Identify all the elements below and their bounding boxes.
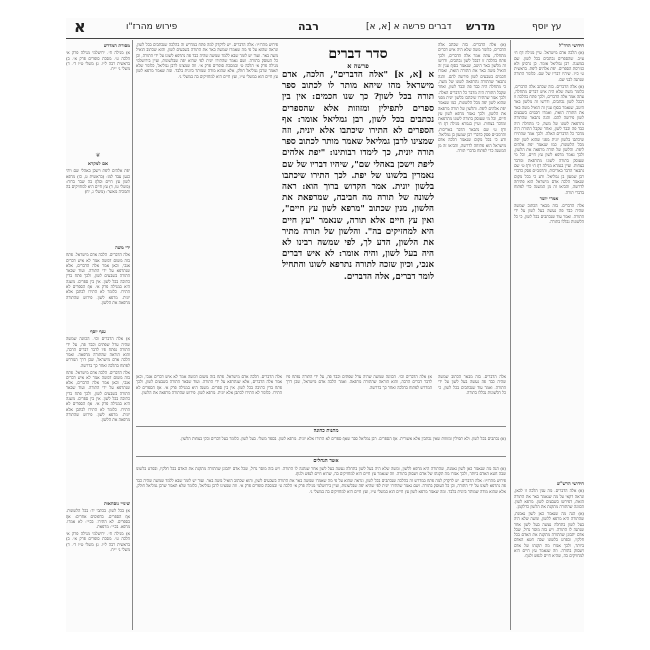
shinuyei-title: שינויי נוסחאות <box>103 502 130 507</box>
lower-right-commentary <box>438 374 506 424</box>
rashash-column <box>514 480 584 630</box>
yedei-moshe-text: אלה הדברים. הלכה אדם מישראל. פתח בזה משום דמשה אמר לא איש דברים אנכי, וכאן אמר אלה הדברים, אלא שנתרפא על ידי התורה. ועוד שבאר התורה בשבעים לשון, ולכך פתח בדין כתיבה בכל לשון. אין בין ספרים. משנה היא במגילה פרק א'. אף הספרים לא התירו. כלומר לא התירו לכתבן אלא יונית. מרפא לשון. פירוש שהתורה מרפאה את הלשון. <box>66 252 130 305</box>
continuation-text: א) אלה הדברים וכו'. הכוונה שמשה שהיה ערל שפתים וכבד פה, על ידי התורה נפתח פיו לדבר דברים הרבה, והוא הוראה שהתורה מרפאה. ואמר הלכה אדם מישראל, שכן דרך המדרש לפתוח בהלכה ואחר כך בדרשה. <box>286 374 432 390</box>
ashed-text-continued: פירוש מהרז"ו: אלה הדברים. יש לדקדק למה פתח במדרש זה בהלכה שנכתבים בכל לשון, ונראה שהוא על פי מה שאמרו שמשה באר את התורה בשבעים לשון, והוא שכתוב הואיל משה באר. ועוד יש לומר שבא ללמד שמשה שהיה כבד פה נתרפא לשונו על ידי התורה, וכן כל העוסק בתורה. ושם נאמר שהתירו יונית לפי שהיא יפה שבלשונות, ועיין בירושלמי מגילה פרק א' הלכה ט' ובמסכת סופרים פרק א'. וזה שמצינו לרבן גמליאל, כלומר שלא תאמר שרבן גמליאל חולק, אלא שהוא מודה שמותר ביונית בלבד. ומה שאמר מרפא לשון עץ חיים הוא במשלי ט"ו, ועץ חיים היא למחזיקים בה במשלי ג'. <box>136 478 506 494</box>
midrash-continuation <box>286 374 432 424</box>
lower-left-commentary <box>136 374 282 424</box>
ashed-text: (א) הנה מה שנאמר כאן לשון נאמנת, שהתורה היא מרפא ללשון, ומשה שלא היה בעל לשון בתחלה נעשה בעל לשון אחר שנתנה לו התורה. ויש בזה מוסר גדול, שכל אדם יתבונן שהתורה מתקנת את האדם בכל חלקיו, ובפרט בלשונו שבה חטא האדם ביותר, ולכך אמרו מה תקנתו של אדם ויעסוק בתורה. וזה שנאמר עץ חיים היא למחזיקים בה, שהיא חיים לנפש ולגוף. <box>136 466 506 477</box>
matnot-kehuna-commentary <box>136 436 506 454</box>
portion-title: דברים פרשה א [א, א] <box>366 22 452 32</box>
shinuyei-text: א) בכל לשון. בכתבי יד: בכל הלשונות. אף הספרים. בדפוסים אחרים: אף בספרים. לא התירו. בכ"י: לא אמרו. מרפא. בכ"י: מרפאת. <box>66 508 130 530</box>
main-midrash-text: א [א, א] "אלה הדברים", הלכה, אדם מישראל מהו שיהא מותר לו לכתוב ספר תורה בכל לשון? כך שנו חכמים: אין בין ספרים לתפילין ומזוזות אלא שהספרים נכתבים בכל לשון, רבן גמליאל אומר: אף הספרים לא התירו שיכתבו אלא יונית, וזה שמצינו לרבן גמליאל שאמר מותר לכתוב ספר תורה יונית, כך לימדו רבותינו: "יפת אלהים ליפת וישכן באהלי שם", שיהיו דבריו של שם נאמרין בלשונו של יפת. לכך התירו שיכתבו בלשון יונית. אמר הקדוש ברוך הוא: ראה לשונה של תורה מה חביבה, שמרפאת את הלשון, מנין שכתוב "מרפא לשון עץ חיים", ואין עץ חיים אלא תורה, שנאמר "עץ חיים היא למחזיקים בה". והלשון של תורה מתיר את הלשון, הדע לך, לפי שמשה רבינו לא היה בעל לשון, והיה אומר: לא איש דברים אנכי, וכיון שזכה לתורה נתרפא לשונו והתחיל לומר דברים, אלה הדברים. <box>282 70 434 282</box>
imrei-yosher-text: אלה הדברים. בזה מבאר הכתוב שמשה שהיה כבד פה נעשה בעל לשון על ידי התורה. ואמר עוד שנכתבים בכל לשון, כי כל הלשונות נכללו בתורה. <box>514 203 584 224</box>
ashed-hanechalim-commentary <box>136 466 506 630</box>
lower-left-text: אלה הדברים. הלכה אדם מישראל. פתח בזה משום דמשה אמר לא איש דברים אנכי, וכאן אמר אלה הדברים, אלא שנתרפא על ידי התורה. ועוד שבאר התורה בשבעים לשון, ולכך פתח בדין כתיבה בכל לשון. אין בין ספרים. משנה היא במגילה פרק א'. אף הספרים לא התירו. כלומר לא התירו לכתבן אלא יונית. מרפא לשון. פירוש שהתורה מרפאה את הלשון. <box>136 374 282 395</box>
shinuyei-column <box>66 500 130 630</box>
anaf-yosef-text-continued: אלה הדברים. הלכה אדם מישראל. פתח בזה משום דמשה אמר לא איש דברים אנכי, וכאן אמר אלה הדברים, אלא שנתרפא על ידי התורה. ועוד שבאר התורה בשבעים לשון, ולכך פתח בדין כתיבה בכל לשון. אין בין ספרים. משנה היא במגילה פרק א'. אף הספרים לא התירו. כלומר לא התירו לכתבן אלא יונית. מרפא לשון. פירוש שהתורה מרפאה את הלשון. <box>66 369 130 423</box>
masoret-text: א) מגילה ח'. ירושלמי מגילה פרק א' הלכה ט'. מסכת סופרים פרק א'. ב) בראשית רבה ל"ו. ג) משלי ט"ו ד'. ד) משלי ג' י"ח. <box>66 50 130 72</box>
commentary-title: עץ יוסף <box>532 22 562 32</box>
shinuyei-text-continued: א) מגילה ח'. ירושלמי מגילה פרק א' הלכה ט'. מסכת סופרים פרק א'. ב) בראשית רבה ל"ו. ג) משלי ט"ו ד'. ד) משלי ג' י"ח. <box>66 530 130 552</box>
matnot-kehuna-text: (א) נכתבים בכל לשון. ולא תפילין ומזוזות שאין נכתבין אלא אשורית. אף הספרים. רבן גמליאל סבר שאף ספרים לא התירו אלא יונית. מרפא לשון. בספר משלי. בעל לשון. כלומר בעל דברים ובקי בצחות הלשון. <box>180 436 506 441</box>
em-lamikra-text: יפת אלהים ליפת וישכן באהלי שם ויהי כנען עבד למו: (בראשית ט, כז) מרפא לשון עץ חיים וסלף בה שבר ברוח: (משלי טו, ד) עץ חיים היא למחזיקים בה ותמכיה מאשר: (משלי ג, יח) <box>66 168 130 195</box>
column-divider <box>510 40 511 630</box>
radal-title: חידושי הרד"ל <box>558 44 584 49</box>
radal-text-continued: (א) אלה הדברים. בזה שכתב אלה הדברים, כלומר משה שלא היה איש דברים מתחלה, עתה אמר אלה הדברים, ולכך פתח בהלכה זו דבכל לשון נכתבים, ודרשו זה מלשון באר היטב, שנאמר בסוף ענין זה הואיל משה באר את התורה הזאת, ואמרו חכמים בשבעים לשון פירשה להם. והנה נתבאר שהתורה נתרפאה לשונו של משה, כי מתחלה היה כבד פה וכבד לשון, ואחר שקבל התורה היה מדבר כל הדברים האלה. ולכך אמר שהתירו שיכתבו בלשון יונית מפני שהוא לשון יפה מכל הלשונות, כמו שנאמר יפת אלהים ליפת. והלשון של תורה מרפאה את הלשון, ולכך נאמר מרפא לשון עץ חיים, וכל מי שעוסק בתורה לשונו מתרפאת ומדבר בצחות. ועיין בגמרא מגילה דף ח' ודף ט' שם נתבאר הדבר באריכות, והרמב"ם פסק כדברי רבן שמעון בן גמליאל. ודע כי בכל מקום שנאמר הלכה אדם מישראל הוא פתיחה לדרשה, והביאו זה מן המשנה כדי לפתוח בדברי תורה. <box>514 83 584 195</box>
book-name-right: מדרש <box>466 20 496 33</box>
ashed-hanechalim-title: אשד הנחלים <box>313 458 339 464</box>
rashash-text: (א) אלה הדברים. מה ענין הלכה זו לכאן, ונראה דקאי על מה שנאמר באר את התורה הזאת, דפירשו בשבעים לשון. מרפא לשון. הכוונה שהתורה מתקנת את הלשון כדלקמן. <box>514 488 584 510</box>
main-subtitle: פרשה א <box>347 62 369 70</box>
main-title: סדר דברים <box>328 46 388 62</box>
masoret-title: מסורת המדרש <box>103 44 130 49</box>
page-letter: א <box>74 17 86 36</box>
mahrazu-text: פירוש מהרז"ו: אלה הדברים. יש לדקדק למה פתח במדרש זה בהלכה שנכתבים בכל לשון, ונראה שהוא על פי מה שאמרו שמשה באר את התורה בשבעים לשון, והוא שכתוב הואיל משה באר. ועוד יש לומר שבא ללמד שמשה שהיה כבד פה נתרפא לשונו על ידי התורה, וכן כל העוסק בתורה. ושם נאמר שהתירו יונית לפי שהיא יפה שבלשונות, ועיין בירושלמי מגילה פרק א' הלכה ט' ובמסכת סופרים פרק א'. וזה שמצינו לרבן גמליאל, כלומר שלא תאמר שרבן גמליאל חולק, אלא שהוא מודה שמותר ביונית בלבד. ומה שאמר מרפא לשון עץ חיים הוא במשלי ט"ו, ועץ חיים היא למחזיקים בה במשלי ג'. <box>136 42 278 79</box>
commentary-subtitle: פירוש מהרז"ו <box>126 22 178 32</box>
rashash-title: חידושי הרש"ש <box>556 482 584 487</box>
masoret-column <box>66 42 130 152</box>
matnot-kehuna-title: מתנות כהונה <box>313 428 339 434</box>
anaf-yosef-text: א) אלה הדברים וכו'. הכוונה שמשה שהיה ערל שפתים וכבד פה, על ידי התורה נפתח פיו לדבר דברים הרבה, והוא הוראה שהתורה מרפאה. ואמר הלכה אדם מישראל, שכן דרך המדרש לפתוח בהלכה ואחר כך בדרשה. <box>66 336 130 368</box>
section-divider <box>136 456 506 457</box>
anaf-yosef-column <box>66 328 130 496</box>
etz-yosef-text: (א) אלה הדברים. בזה שכתב אלה הדברים, כלומר משה שלא היה איש דברים מתחלה, עתה אמר אלה הדברים, ולכך פתח בהלכה זו דבכל לשון נכתבים, ודרשו זה מלשון באר היטב, שנאמר בסוף ענין זה הואיל משה באר את התורה הזאת, ואמרו חכמים בשבעים לשון פירשה להם. והנה נתבאר שהתורה נתרפאה לשונו של משה, כי מתחלה היה כבד פה וכבד לשון, ואחר שקבל התורה היה מדבר כל הדברים האלה. ולכך אמר שהתירו שיכתבו בלשון יונית מפני שהוא לשון יפה מכל הלשונות, כמו שנאמר יפת אלהים ליפת. והלשון של תורה מרפאה את הלשון, ולכך נאמר מרפא לשון עץ חיים, וכל מי שעוסק בתורה לשונו מתרפאת ומדבר בצחות. ועיין בגמרא מגילה דף ח' ודף ט' שם נתבאר הדבר באריכות, והרמב"ם פסק כדברי רבן שמעון בן גמליאל. ודע כי בכל מקום שנאמר הלכה אדם מישראל הוא פתיחה לדרשה, והביאו זה מן המשנה כדי לפתוח בדברי תורה. <box>438 42 506 153</box>
imrei-yosher-title: אמרי יושר <box>539 196 559 202</box>
section-divider <box>136 426 506 427</box>
em-lamikra-title: אם למקרא <box>88 162 108 167</box>
anaf-yosef-title: ענף יוסף <box>90 330 106 335</box>
radal-text: (א) הלכה אדם מישראל. עיין מגילה דף ח' ע"ב. שהספרים נכתבים בכל לשון. שם במשנה. רבן גמליאל אומר. כן גרסינן ולא כגירסת הספרים. יפת אלהים ליפת. בראשית ט' כ"ז. שיהיו דבריו של שם. כלומר התורה שנתנה לבני שם. <box>514 50 584 82</box>
yedei-moshe-column <box>66 244 130 326</box>
etz-yosef-commentary <box>438 42 506 374</box>
page-header <box>66 18 584 39</box>
lower-right-text: אלה הדברים. בזה מבאר הכתוב שמשה שהיה כבד פה נעשה בעל לשון על ידי התורה. ואמר עוד שנכתבים בכל לשון, כי כל הלשונות נכללו בתורה. <box>438 374 506 395</box>
yedei-moshe-title: ידי משה <box>115 246 130 251</box>
em-lamikra-column <box>66 160 130 242</box>
rashash-text-continued: (א) הנה מה שנאמר כאן לשון נאמנת, שהתורה היא מרפא ללשון, ומשה שלא היה בעל לשון בתחלה נעשה בעל לשון אחר שנתנה לו התורה. ויש בזה מוסר גדול, שכל אדם יתבונן שהתורה מתקנת את האדם בכל חלקיו, ובפרט בלשונו שבה חטא האדם ביותר, ולכך אמרו מה תקנתו של אדם ויעסוק בתורה. וזה שנאמר עץ חיים היא למחזיקים בה, שהיא חיים לנפש ולגוף. <box>514 510 584 559</box>
column-divider <box>132 40 133 630</box>
ornament: ❦ <box>95 152 101 159</box>
page <box>66 18 584 632</box>
book-name-left: רבה <box>298 20 319 33</box>
right-outer-column <box>514 42 584 402</box>
mahrazu-commentary <box>136 42 278 374</box>
